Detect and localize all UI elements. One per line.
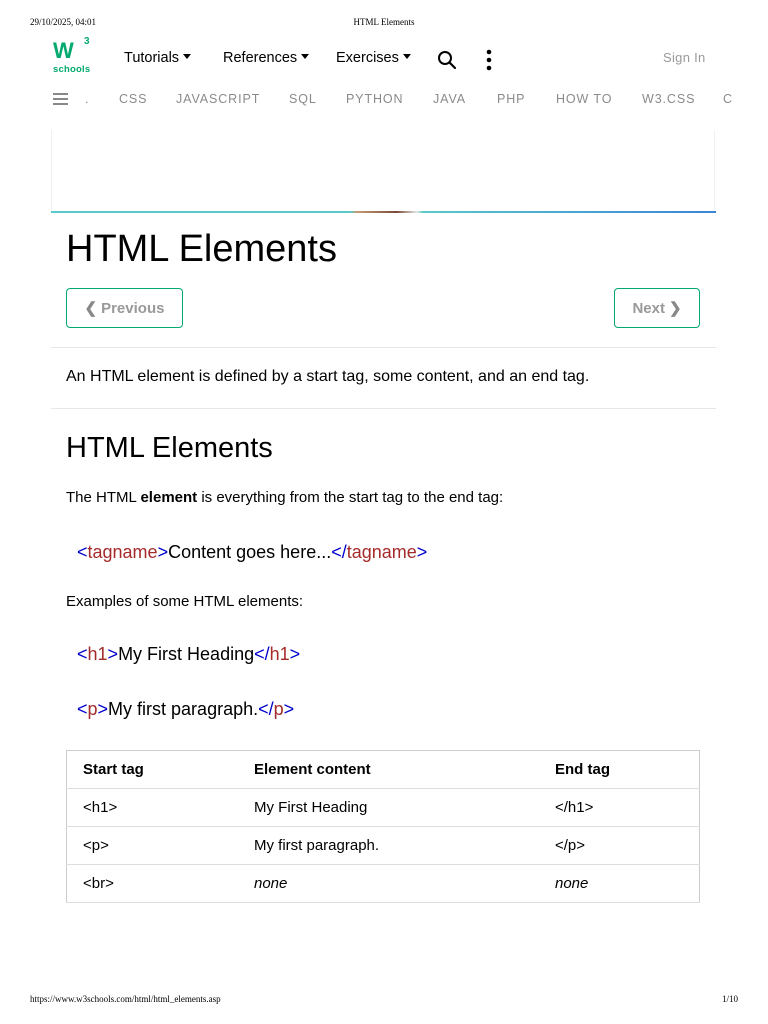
subnav-item-w3css[interactable]: W3.CSS [642,92,696,106]
subnav-item-html[interactable]: . [85,92,90,106]
subnav-item-php[interactable]: PHP [497,92,526,106]
nav-references[interactable] [223,49,309,67]
table-cell [238,865,539,903]
syntax-close-tag: tagname [346,542,417,562]
table-cell-italic: none [555,875,589,892]
previous-button-label: Previous [101,299,165,317]
table-cell: My first paragraph. [238,827,539,865]
examples-intro: Examples of some HTML elements: [66,593,304,610]
divider [51,408,716,409]
elements-table [66,750,700,903]
subnav-item-c[interactable]: C [723,92,733,106]
table-header: End tag [539,751,700,789]
caret-down-icon [183,54,191,59]
intro-text: An HTML element is defined by a start tag, some content, and an end tag. [66,368,590,385]
definition-pre: The HTML [66,489,141,506]
definition-text [66,488,503,508]
table-row [67,789,700,827]
example-close-tag: p [273,699,284,719]
table-cell: My First Heading [238,789,539,827]
print-url: https://www.w3schools.com/html/html_elements.asp [30,994,221,1004]
table-cell [539,865,700,903]
top-navigation [0,38,768,78]
chevron-left-icon: ❮ [84,300,98,317]
table-cell-italic: none [254,875,288,892]
syntax-open-tag: tagname [87,542,158,562]
table-row [67,827,700,865]
table-cell: <br> [67,865,239,903]
syntax-content: Content goes here... [168,542,332,562]
search-icon[interactable] [437,50,457,70]
print-footer [0,994,768,1006]
example-open-tag: h1 [87,644,108,664]
caret-down-icon [301,54,309,59]
print-header [0,17,768,29]
print-title: HTML Elements [353,17,415,27]
table-cell: <p> [67,827,239,865]
subject-navigation [0,88,735,112]
definition-post: is everything from the start tag to the end tag: [197,489,504,506]
chevron-right-icon: ❯ [668,300,682,317]
table-row [67,865,700,903]
example-open-tag: p [87,699,98,719]
nav-tutorials[interactable] [124,49,191,67]
nav-references-label: References [223,50,298,66]
subnav-item-javascript[interactable]: JAVASCRIPT [176,92,261,106]
w3schools-logo[interactable] [53,36,93,76]
table-header: Start tag [67,751,239,789]
print-datetime: 29/10/2025, 04:01 [30,17,97,27]
next-button-label: Next [632,299,665,317]
code-example-h1: <h1>My First Heading</h1> [77,644,301,664]
example-content: My First Heading [118,644,255,664]
table-cell: </p> [539,827,700,865]
logo-mark: W [53,38,73,63]
nav-tutorials-label: Tutorials [124,50,180,66]
more-vertical-icon[interactable] [484,49,494,71]
definition-bold: element [140,489,198,506]
menu-icon[interactable] [53,93,68,105]
example-close-tag: h1 [269,644,290,664]
code-example-p: <p>My first paragraph.</p> [77,699,295,719]
logo-superscript: 3 [84,36,90,47]
page-title: HTML Elements [66,228,337,270]
table-cell: </h1> [539,789,700,827]
logo-text: schools [53,64,91,75]
previous-button[interactable] [66,288,183,328]
sign-in-link[interactable]: Sign In [663,50,706,65]
subnav-item-java[interactable]: JAVA [433,92,467,106]
subnav-item-sql[interactable]: SQL [289,92,317,106]
subnav-item-howto[interactable]: HOW TO [556,92,613,106]
section-title: HTML Elements [66,432,273,464]
divider [51,347,716,348]
example-content: My first paragraph. [108,699,259,719]
subnav-item-css[interactable]: CSS [119,92,148,106]
caret-down-icon [403,54,411,59]
subnav-item-python[interactable]: PYTHON [346,92,404,106]
table-header-row [67,751,700,789]
syntax-example: <tagname>Content goes here...</tagname> [77,542,428,562]
print-page-number: 1/10 [721,994,738,1004]
nav-exercises-label: Exercises [336,50,399,66]
next-button[interactable] [614,288,700,328]
table-header: Element content [238,751,539,789]
ad-banner [51,130,715,212]
table-cell: <h1> [67,789,239,827]
ad-banner-border [51,211,716,213]
nav-exercises[interactable] [336,49,411,67]
